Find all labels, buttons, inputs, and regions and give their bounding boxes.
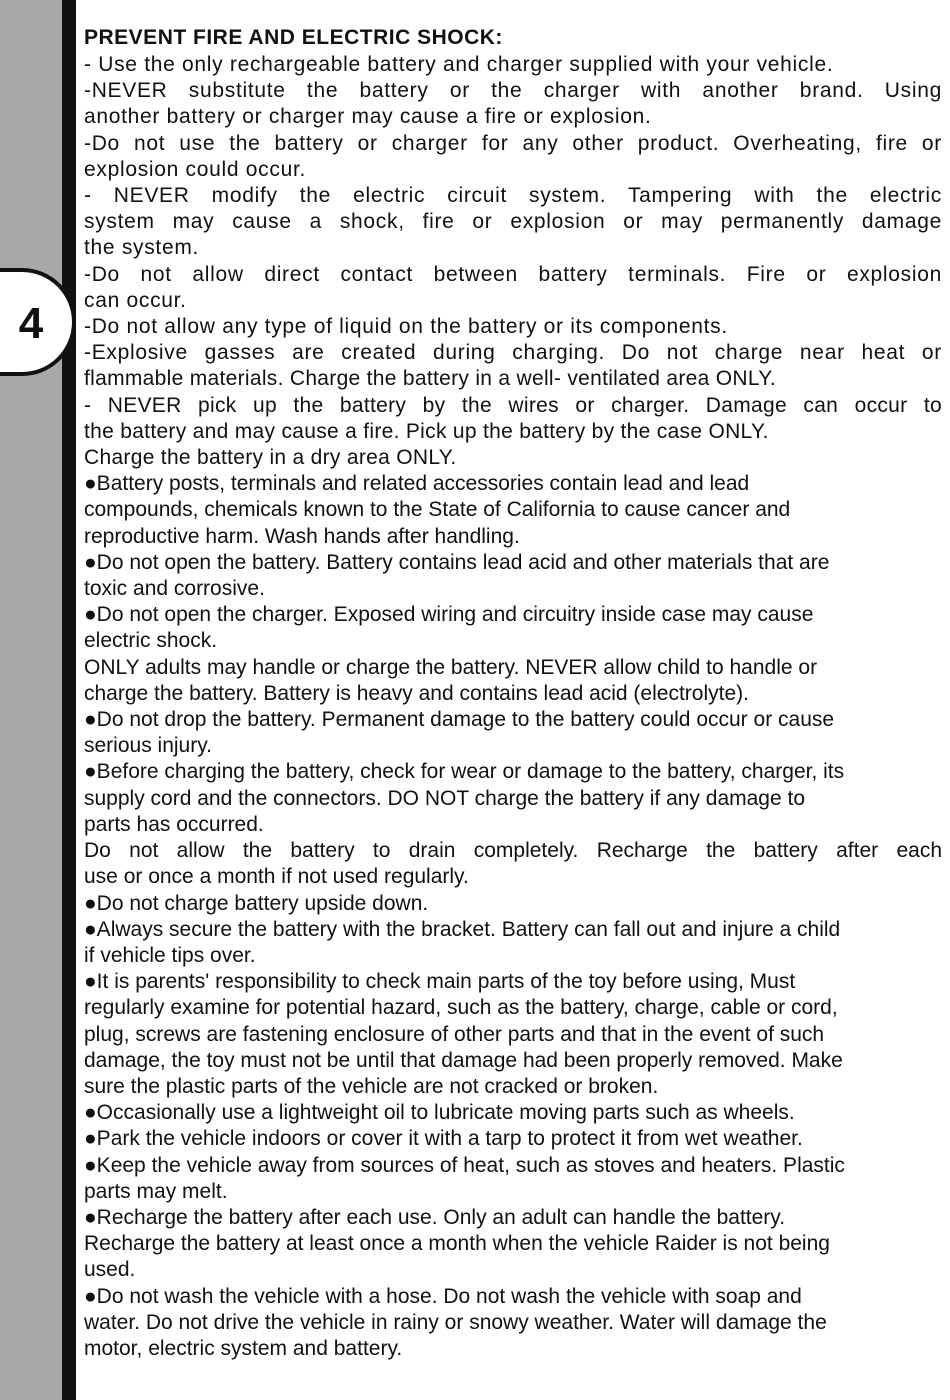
text-line: regularly examine for potential hazard, such as the battery, charge, cable or cord, (84, 996, 838, 1020)
text-line: compounds, chemicals known to the State of California to cause cancer and (84, 498, 791, 522)
text-line: can occur. (84, 288, 187, 312)
text-line: ●Occasionally use a lightweight oil to lubricate moving parts such as wheels. (84, 1101, 795, 1125)
text-line: ●Before charging the battery, check for wear or damage to the battery, charger, its (84, 760, 845, 784)
text-line: ●Do not drop the battery. Permanent damage to the battery could occur or cause (84, 708, 835, 732)
text-line: system may cause a shock, fire or explosion or may permanently damage (84, 210, 942, 234)
text-line: -Do not allow direct contact between battery terminals. Fire or explosion (84, 262, 942, 286)
text-line: Do not allow the battery to drain completely. Recharge the battery after each (84, 839, 942, 863)
text-line: motor, electric system and battery. (84, 1336, 403, 1360)
text-line: ●Do not open the battery. Battery contains lead acid and other materials that are (84, 550, 830, 574)
text-line: - NEVER pick up the battery by the wires or charger. Damage can occur to (84, 393, 942, 417)
text-line: - Use the only rechargeable battery and charger supplied with your vehicle. (84, 53, 834, 76)
text-line: explosion could occur. (84, 157, 307, 181)
text-line: ●Keep the vehicle away from sources of heat, such as stoves and heaters. Plastic (84, 1153, 845, 1177)
text-line: electric shock. (84, 629, 218, 653)
text-line: supply cord and the connectors. DO NOT charge the battery if any damage to (84, 786, 806, 810)
text-line: ●Recharge the battery after each use. Only an adult can handle the battery. (84, 1205, 786, 1229)
margin-black-bar (62, 0, 76, 1400)
text-line: ●It is parents' responsibility to check main parts of the toy before using, Must (84, 970, 796, 994)
text-line: ●Do not charge battery upside down. (84, 891, 429, 915)
text-line: ●Always secure the battery with the bracket. Battery can fall out and injure a child (84, 917, 841, 941)
text-line: ●Do not open the charger. Exposed wiring and circuitry inside case may cause (84, 603, 814, 627)
text-line: ●Do not wash the vehicle with a hose. Do not wash the vehicle with soap and (84, 1284, 802, 1308)
safety-text (84, 24, 942, 1362)
text-line: another battery or charger may cause a fire or explosion. (84, 105, 652, 129)
text-line: Charge the battery in a dry area ONLY. (84, 446, 457, 470)
text-line: -Do not allow any type of liquid on the battery or its components. (84, 315, 728, 339)
text-line: used. (84, 1258, 136, 1282)
text-line: serious injury. (84, 734, 212, 758)
text-line: Recharge the battery at least once a month when the vehicle Raider is not being (84, 1232, 830, 1256)
text-line: the battery and may cause a fire. Pick up the battery by the case ONLY. (84, 419, 769, 443)
text-line: reproductive harm. Wash hands after handling. (84, 524, 520, 548)
text-line: plug, screws are fastening enclosure of other parts and that in the event of such (84, 1022, 825, 1046)
section-heading: PREVENT FIRE AND ELECTRIC SHOCK: (84, 26, 503, 49)
text-line: flammable materials. Charge the battery in a well- ventilated area ONLY. (84, 367, 776, 391)
text-line: ONLY adults may handle or charge the battery. NEVER allow child to handle or (84, 655, 818, 679)
text-line: parts may melt. (84, 1179, 228, 1203)
text-line: charge the battery. Battery is heavy and contains lead acid (electrolyte). (84, 681, 749, 705)
text-line: toxic and corrosive. (84, 577, 265, 601)
text-line: water. Do not drive the vehicle in rainy or snowy weather. Water will damage the (84, 1310, 827, 1334)
text-line: if vehicle tips over. (84, 943, 256, 967)
text-line: -Do not use the battery or charger for any other product. Overheating, fire or (84, 131, 942, 155)
text-line: use or once a month if not used regularly. (84, 865, 469, 889)
text-line: ●Battery posts, terminals and related accessories contain lead and lead (84, 472, 750, 496)
text-line: ●Park the vehicle indoors or cover it with a tarp to protect it from wet weather. (84, 1127, 803, 1151)
text-line: -Explosive gasses are created during charging. Do not charge near heat or (84, 341, 942, 365)
text-line: - NEVER modify the electric circuit system. Tampering with the electric (84, 184, 942, 208)
text-line: -NEVER substitute the battery or the charger with another brand. Using (84, 79, 942, 103)
margin-gray-bar (0, 0, 62, 1400)
text-line: parts has occurred. (84, 812, 264, 836)
text-line: damage, the toy must not be until that damage had been properly removed. Make (84, 1048, 843, 1072)
page-number: 4 (18, 299, 44, 348)
text-line: the system. (84, 236, 200, 260)
text-line: sure the plastic parts of the vehicle are not cracked or broken. (84, 1074, 659, 1098)
